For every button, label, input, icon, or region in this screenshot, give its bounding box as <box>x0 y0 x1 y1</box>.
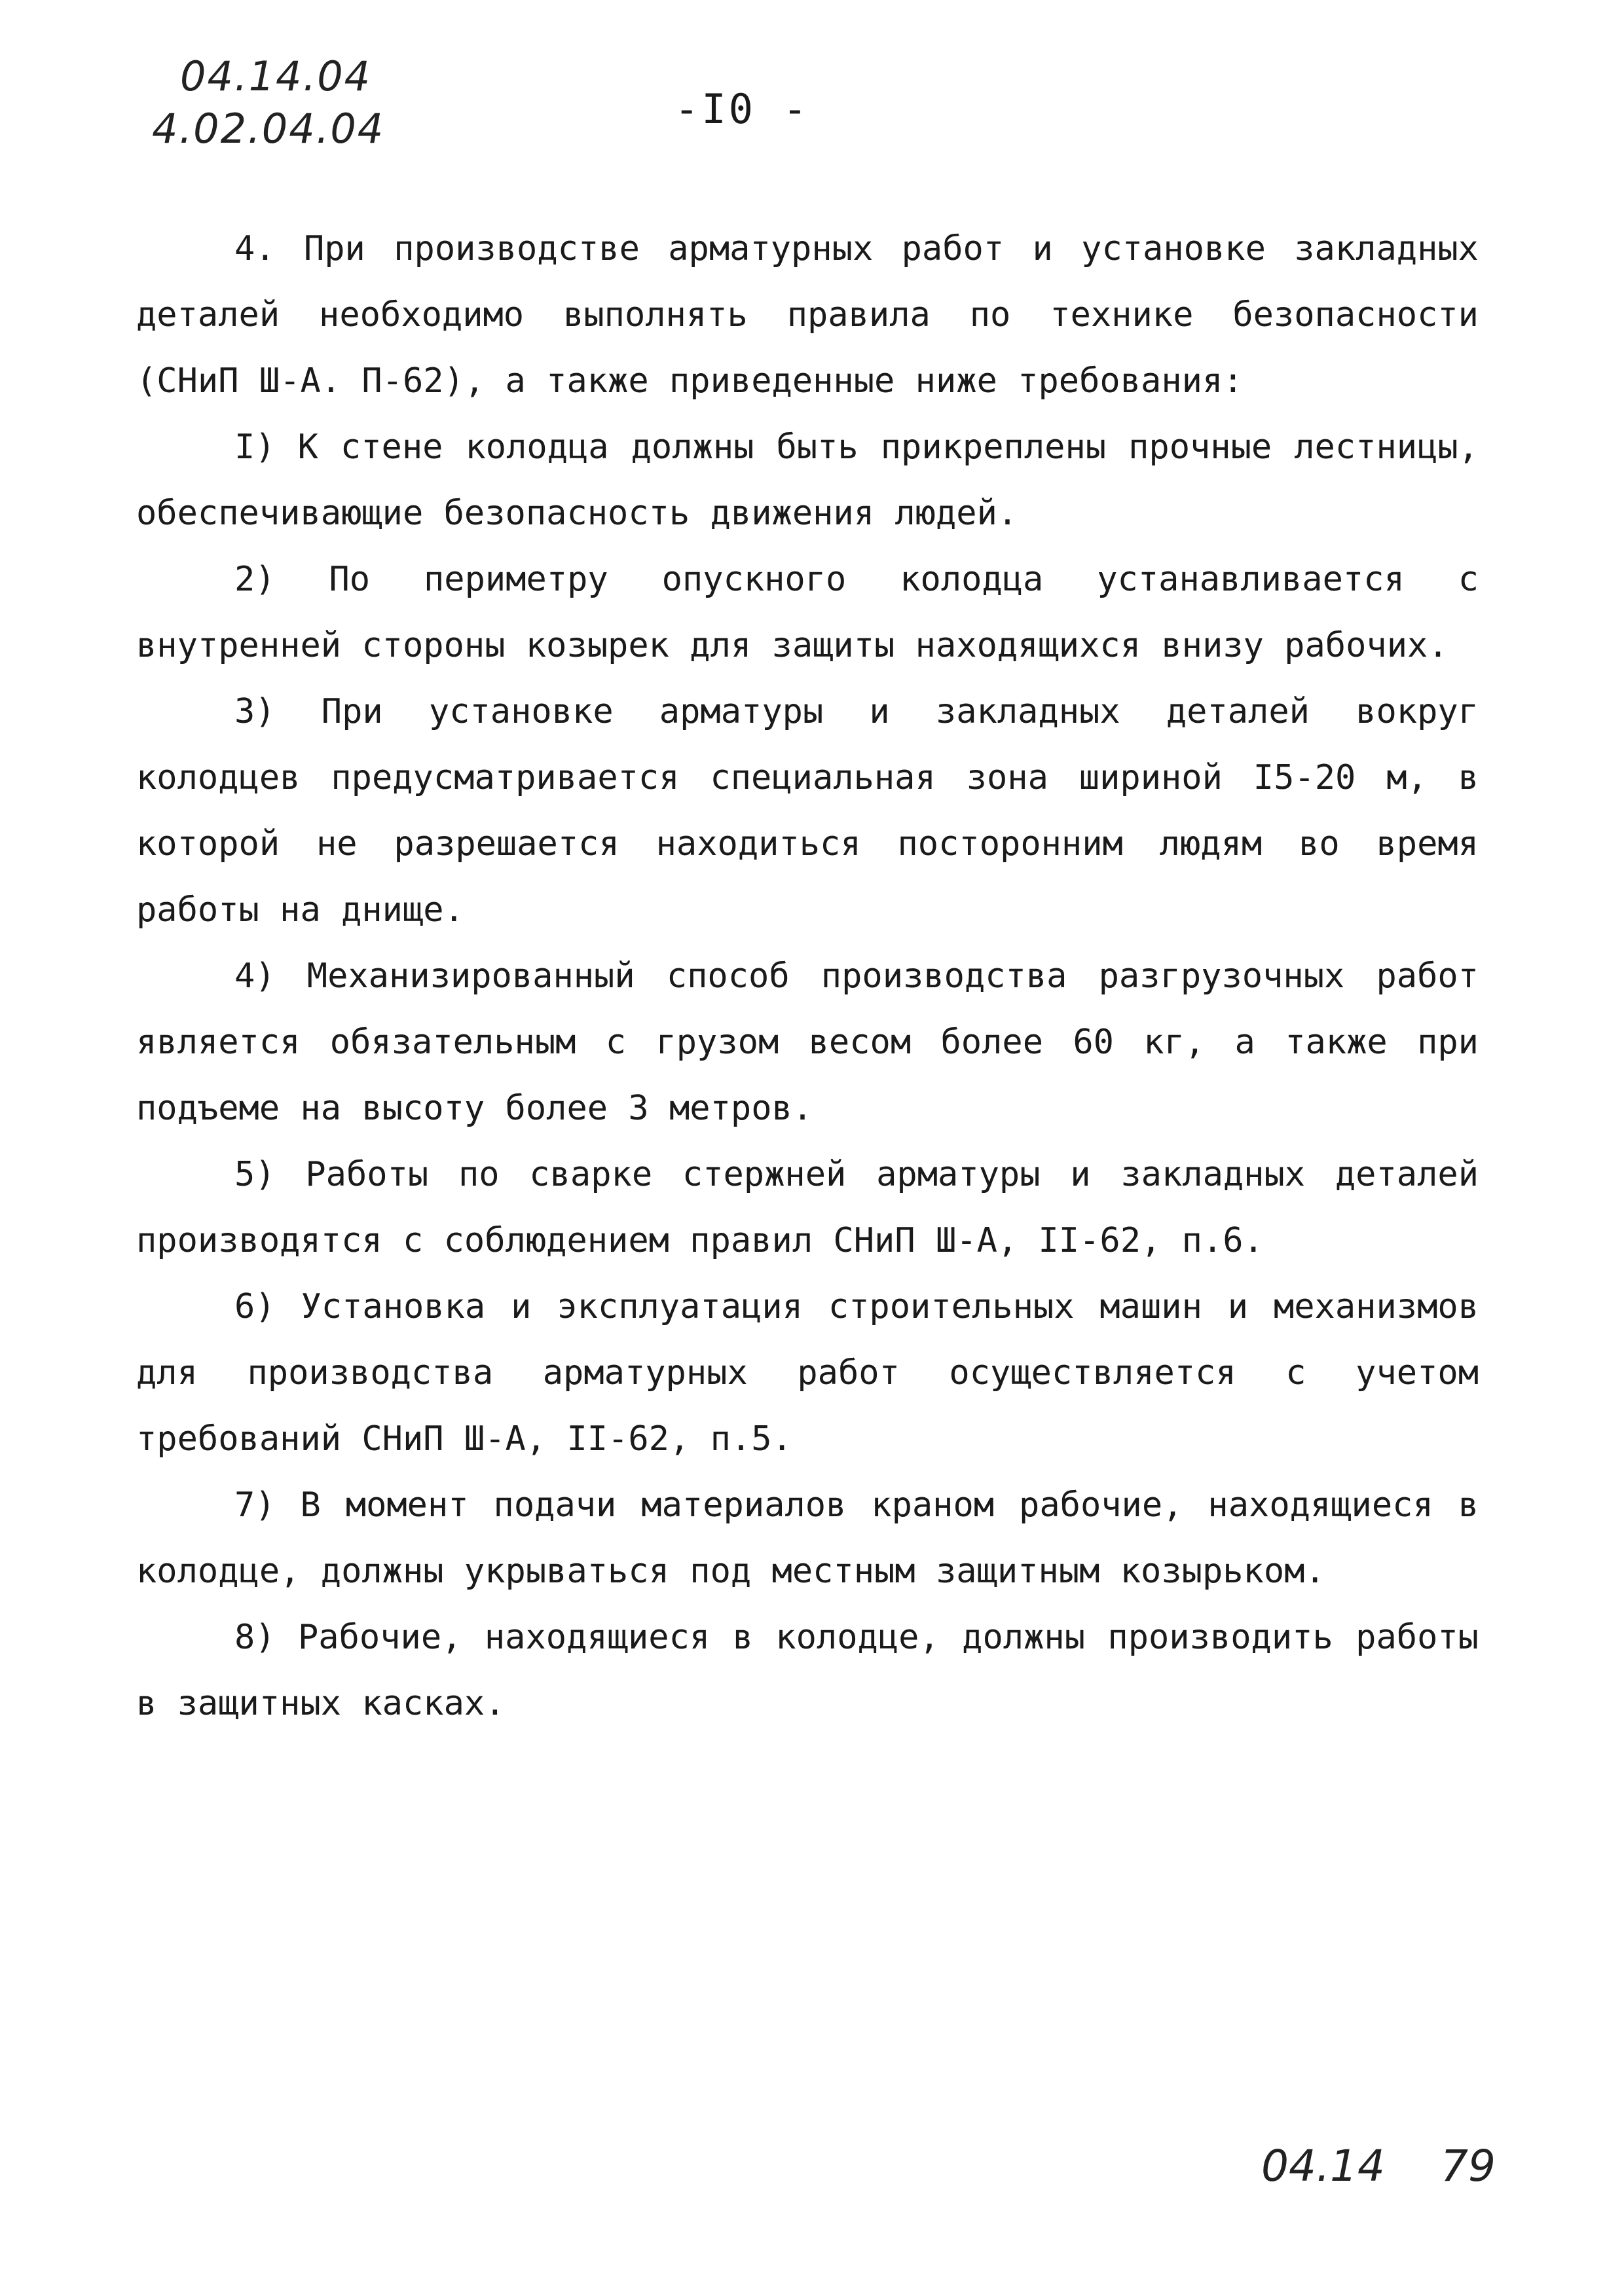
paragraph-requirement-6: 6) Установка и эксплуатация строительных машин и механизмов для производства арматурных работ осуществляется с учетом требований СНиП Ш-А, II-62, п.5. <box>136 1287 1479 1459</box>
footer-code: 04.14 <box>1261 2141 1385 2191</box>
footer-sheet-number: 79 <box>1441 2141 1496 2191</box>
paragraph-item-4: 4. При производстве арматурных работ и установке закладных деталей необходимо выполнять правила по технике безопасности (СНиП Ш-А. П-62), а также приведенные ниже требования: <box>136 229 1479 401</box>
handwritten-code-line2: 4.02.04.04 <box>152 105 385 153</box>
paragraph-requirement-3: 3) При установке арматуры и закладных деталей вокруг колодцев предусматривается специальная зона шириной I5-20 м, в которой не разрешается находиться посторонним людям во время работы на днище. <box>136 692 1479 930</box>
document-body <box>136 216 1479 1737</box>
paragraph-requirement-1: I) К стене колодца должны быть прикреплены прочные лестницы, обеспечивающие безопасность движения людей. <box>136 428 1479 533</box>
paragraph-requirement-2: 2) По периметру опускного колодца устанавливается с внутренней стороны козырек для защиты находящихся внизу рабочих. <box>136 560 1479 665</box>
handwritten-code-line1: 04.14.04 <box>180 52 372 100</box>
page-number: -I0 - <box>674 85 810 133</box>
paragraph-requirement-8: 8) Рабочие, находящиеся в колодце, должны производить работы в защитных касках. <box>136 1618 1479 1723</box>
paragraph-requirement-5: 5) Работы по сварке стержней арматуры и закладных деталей производятся с соблюдением правил СНиП Ш-А, II-62, п.6. <box>136 1155 1479 1260</box>
paragraph-requirement-7: 7) В момент подачи материалов краном рабочие, находящиеся в колодце, должны укрываться под местным защитным козырьком. <box>136 1485 1479 1591</box>
paragraph-requirement-4: 4) Механизированный способ производства разгрузочных работ является обязательным с грузом весом более 60 кг, а также при подъеме на высоту более 3 метров. <box>136 957 1479 1128</box>
